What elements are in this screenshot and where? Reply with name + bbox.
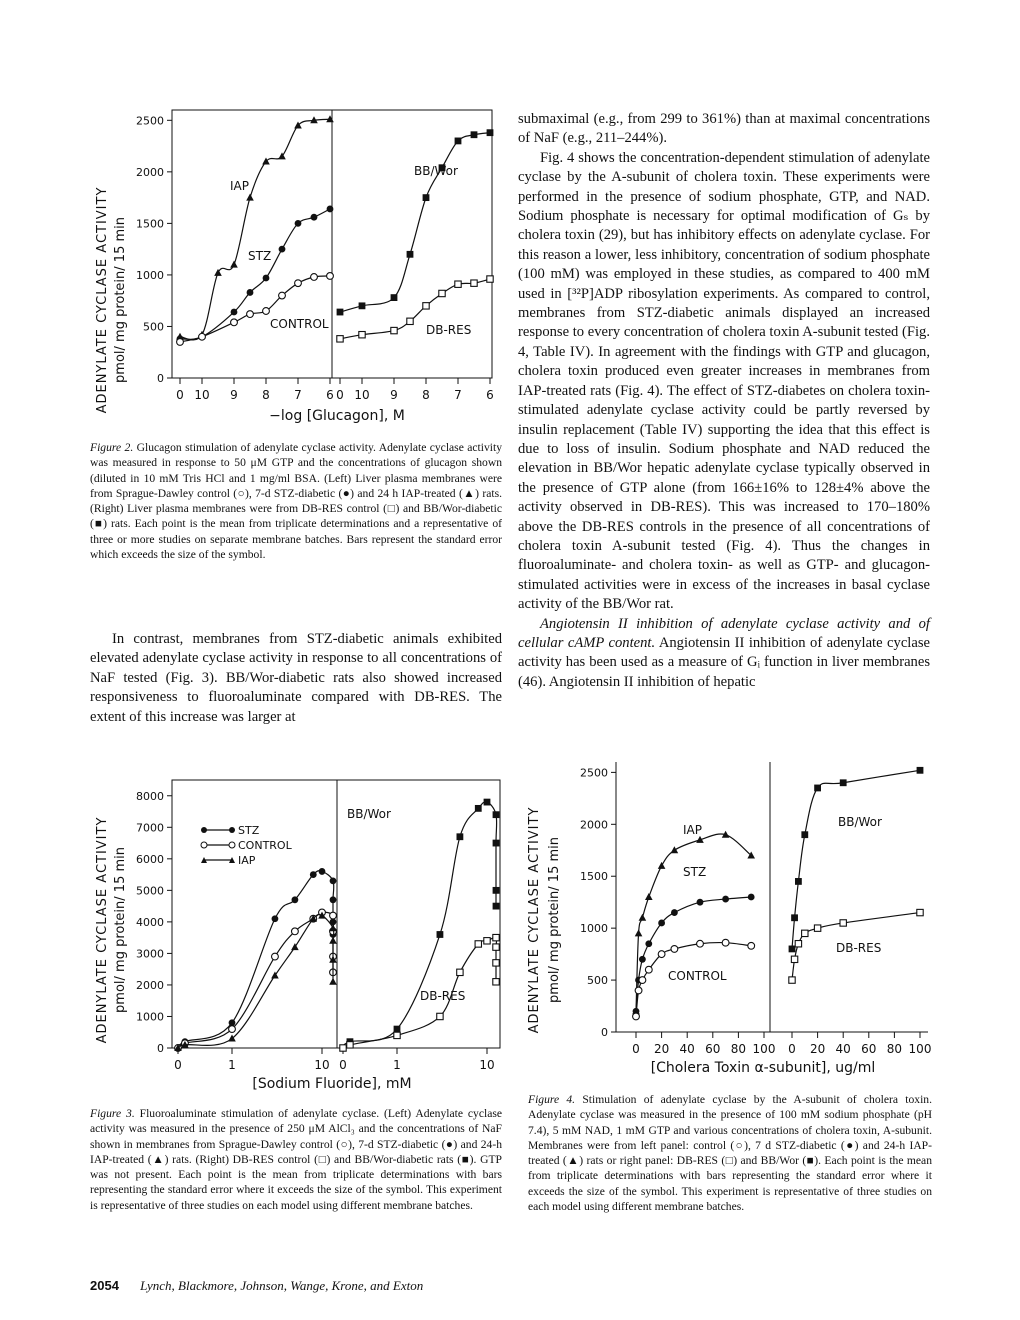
fig3-right-series-point — [457, 969, 463, 975]
fig3-legend-control: CONTROL — [238, 839, 292, 852]
fig4-right-series-point — [802, 930, 808, 936]
fig2-right-series-point — [455, 138, 462, 145]
figure-2-chart — [82, 100, 512, 430]
x-tick-label: 7 — [294, 388, 302, 402]
figure-4-chart — [508, 750, 938, 1085]
y-tick-label: 0 — [157, 372, 164, 385]
right-column-text — [518, 110, 930, 692]
fig3-right-series-point — [493, 887, 500, 894]
fig3-left-series-point — [292, 928, 299, 935]
fig3-left-series-point — [330, 912, 337, 919]
fig3-legend-iap: IAP — [238, 854, 256, 867]
fig3-right-series-point — [493, 811, 500, 818]
fig2-caption-text: Glucagon stimulation of adenylate cyclase activity. Adenylate cyclase activity was measured in response to 50 μM GTP and the concentrations of glucagon shown (diluted in 10 mM Tris HCl and 1 mg/ml BSA. (Left) Liver plasma membranes were from Sprague-Dawley control (○), 7-d STZ-diabetic (●) and 24 h IAP-treated (▲) rats. (Right) Liver plasma membranes were from DB-RES control (□) and BB/Wor-diabetic (■) rats. Each point is the mean from triplicate determinations and a representative of three or more studies on separate membrane batches. Bars represent the standard error which exceeds the size of the symbol. — [90, 441, 503, 562]
fig2-label-dbres: DB-RES — [426, 323, 472, 337]
y-tick-label: 8000 — [136, 789, 164, 803]
fig3-right-series-point — [484, 938, 490, 944]
fig3-left-series-line — [178, 914, 334, 1048]
section-heading: Angiotensin II inhibition of adenylate cyclase activity and of cellular cAMP content. — [518, 615, 930, 651]
y-tick-label: 0 — [157, 1042, 164, 1055]
y-tick-label: 1000 — [136, 268, 164, 282]
fig3-label-dbres: DB-RES — [420, 989, 466, 1003]
fig2-right-series-point — [423, 303, 429, 309]
fig3-left-series-point — [272, 953, 279, 960]
x-tick-label: 20 — [809, 1042, 826, 1056]
fig4-right-series-line — [792, 770, 920, 949]
fig3-caption-text: Fluoroaluminate stimulation of adenylate cyclase. (Left) Adenylate cyclase activity was measured in the presence of 250 μM AlCl₃ and the concentrations of NaF shown in membranes from Sprague-Dawley control (○), 7-d STZ-diabetic (●) and 24-h IAP-treated (▲) rats. (Right) DB-RES control (□) and BB/Wor-diabetic rats (■). GTP was not present. Each point is the mean from triplicate determinations with bars representing the standard error where it exceeds the size of the symbol. This experiment is representative of three studies on each model using different membrane batches. — [90, 1107, 503, 1212]
fig2-left-series-point — [311, 274, 318, 281]
fig4-left-series-point — [671, 846, 679, 853]
fig4-left-series-point — [633, 1013, 640, 1020]
fig2-label-bbwor: BB/Wor — [414, 164, 458, 178]
fig4-label-stz: STZ — [683, 865, 707, 879]
fig2-right-series-point — [359, 302, 366, 309]
fig4-left-series-point — [639, 977, 646, 984]
fig2-right-series-point — [337, 309, 344, 316]
fig3-right-series-point — [475, 805, 482, 812]
fig2-left-series-point — [214, 269, 222, 276]
fig4-left-series-point — [697, 899, 704, 906]
fig4-left-series-point — [635, 987, 642, 994]
fig4-right-series-point — [789, 946, 796, 953]
fig4-right-series-point — [795, 878, 802, 885]
fig2-left-series-point — [246, 194, 254, 201]
x-tick-label: 9 — [230, 388, 238, 402]
fig2-right-series-point — [439, 290, 445, 296]
fig4-right-series-point — [801, 831, 808, 838]
fig2-left-series-line — [180, 119, 330, 340]
x-tick-label: 0 — [336, 388, 344, 402]
x-tick-label: 7 — [454, 388, 462, 402]
fig3-left-series-line — [178, 912, 334, 1048]
fig2-left-series-point — [279, 246, 286, 253]
fig3-right-series-point — [493, 944, 499, 950]
fig3-right-series-line — [343, 802, 497, 1048]
y-tick-label: 2000 — [136, 978, 164, 992]
y-tick-label: 4000 — [136, 915, 164, 929]
fig4-left-series-point — [645, 940, 652, 947]
y-tick-label: 7000 — [136, 821, 164, 835]
fig4-left-series-point — [658, 951, 665, 958]
fig2-left-series-point — [295, 280, 302, 287]
fig4-left-series-point — [748, 894, 755, 901]
fig4-left-series-point — [722, 896, 729, 903]
fig3-right-series-point — [437, 931, 444, 938]
fig2-left-series-point — [263, 275, 270, 282]
fig2-ylabel-1: ADENYLATE CYCLASE ACTIVITY — [95, 186, 110, 414]
page-footer — [90, 1278, 423, 1294]
fig3-right-series-point — [347, 1042, 353, 1048]
fig2-right-series-point — [471, 280, 477, 286]
fig3-right-series-point — [340, 1045, 346, 1051]
fig2-left-series-point — [230, 261, 238, 268]
fig3-right-series-point — [493, 979, 499, 985]
fig2-ylabel-2: pmol/ mg protein/ 15 min — [113, 217, 128, 383]
fig2-left-series-point — [327, 206, 334, 213]
fig4-left-series-point — [639, 914, 647, 921]
x-tick-label: 20 — [653, 1042, 670, 1056]
y-tick-label: 1500 — [136, 217, 164, 231]
fig3-label-bbwor: BB/Wor — [347, 807, 391, 821]
x-tick-label: 60 — [861, 1042, 877, 1056]
fig4-left-series-point — [635, 929, 643, 936]
fig3-left-series-line — [178, 871, 334, 1048]
y-tick-label: 2500 — [136, 114, 164, 128]
fig3-right-series-point — [457, 833, 464, 840]
x-tick-label: 9 — [390, 388, 398, 402]
x-tick-label: 8 — [262, 388, 270, 402]
fig4-left-series-point — [722, 939, 729, 946]
figure-3-caption — [90, 1106, 502, 1213]
fig2-label-stz: STZ — [248, 249, 272, 263]
fig2-left-series-point — [262, 158, 270, 165]
x-tick-label: 10 — [314, 1058, 330, 1072]
fig2-caption-label: Figure 2. — [90, 441, 134, 454]
figure-2-caption — [90, 440, 502, 562]
fig3-right-series-point — [493, 934, 499, 940]
paragraph-text: Angiotensin II inhibition of adenylate cyclase activity has been used as a measure of Gᵢ function in liver membranes (46). Angiotensin II inhibition of hepatic — [518, 634, 930, 690]
y-tick-label: 2000 — [136, 165, 164, 179]
fig3-right-series-point — [493, 903, 500, 910]
fig4-right-series-point — [791, 914, 798, 921]
fig3-legend — [201, 824, 293, 867]
fig4-left-series-line — [636, 897, 751, 1011]
y-tick-label: 3000 — [136, 947, 164, 961]
x-tick-label: 1 — [228, 1058, 236, 1072]
x-tick-label: 0 — [174, 1058, 182, 1072]
fig2-right-series-point — [407, 251, 414, 258]
fig3-left-series-point — [330, 877, 337, 884]
fig2-right-series-point — [455, 281, 461, 287]
paragraph: Fig. 4 shows the concentration-dependent stimulation of adenylate cyclase by the A-subunit of cholera toxin. These experiments were performed in the presence of sodium phosphate, GTP, and NAD. Sodium phosphate is necessary for optimal modification of Gₛ by cholera toxin (29), but has inhibitory effects on adenylate cyclase. For this reason a lower, less inhibitory, concentration of sodium phosphate (100 mM) was employed in these studies, as compared to 400 mM used in [³²P]ADP ribosylation experiments. As compared to control, membranes from STZ-diabetic animals displayed an increased response to every concentration of cholera toxin A-subunit tested (Fig. 4, Table IV). In agreement with the findings with GTP and glucagon, cholera toxin produced even greater increases in membranes from IAP-treated rats (Fig. 4). The effect of STZ-diabetes on cholera toxin-stimulated adenylate cyclase activity could be partly reversed by insulin replacement (Table IV) supporting the idea that this effect is due to loss of insulin. Sodium phosphate and NAD reduced the elevation in BB/Wor hepatic adenylate cyclase typically observed in the presence of GTP alone (from 166±16% to 128±4% above the activity observed in DB-RES). This was increased to 170–180% above the DB-RES controls in the presence of all concentrations of cholera toxin A-subunit tested (Fig. 4). Thus the changes in fluoroaluminate- and cholera toxin- as well as GTP- and glucagon-stimulated activities were in excess of the increases in basal cyclase activity of the BB/Wor rat. — [518, 149, 930, 613]
fig3-right-series-point — [484, 799, 491, 806]
fig4-right-series-point — [791, 956, 797, 962]
fig4-caption-label: Figure 4. — [528, 1093, 576, 1106]
figure-3-chart — [82, 770, 512, 1100]
fig2-right-series-point — [391, 327, 397, 333]
y-tick-label: 5000 — [136, 884, 164, 898]
fig4-left-series-point — [697, 940, 704, 947]
fig3-right-series-point — [437, 1013, 443, 1019]
fig2-right-series-line — [340, 133, 490, 312]
y-tick-label: 0 — [601, 1026, 608, 1039]
x-tick-label: 0 — [788, 1042, 796, 1056]
fig4-label-iap: IAP — [683, 823, 702, 837]
fig3-left-series-point — [329, 924, 337, 931]
y-tick-label: 1500 — [580, 870, 608, 884]
fig4-right-series-point — [795, 941, 801, 947]
fig4-xlabel: [Cholera Toxin α-subunit], ug/ml — [650, 1060, 876, 1076]
fig4-right-series-point — [840, 920, 846, 926]
fig2-label-control: CONTROL — [270, 317, 329, 331]
fig2-left-series-point — [199, 333, 206, 340]
fig4-right-series-point — [917, 767, 924, 774]
fig3-ylabel-1: ADENYLATE CYCLASE ACTIVITY — [95, 816, 110, 1044]
fig4-label-bbwor: BB/Wor — [838, 815, 882, 829]
x-tick-label: 0 — [339, 1058, 347, 1072]
fig4-left-series-point — [671, 946, 678, 953]
fig2-xlabel: −log [Glucagon], M — [269, 408, 405, 424]
x-tick-label: 40 — [679, 1042, 695, 1056]
x-tick-label: 6 — [326, 388, 334, 402]
fig2-left-series-point — [231, 309, 238, 316]
fig3-left-series-point — [272, 915, 279, 922]
fig2-label-iap: IAP — [230, 179, 249, 193]
fig3-xlabel: [Sodium Fluoride], mM — [252, 1076, 412, 1092]
fig2-left-series-point — [279, 292, 286, 299]
fig3-left-series-point — [291, 943, 299, 950]
page-number: 2054 — [90, 1278, 119, 1293]
x-tick-label: 100 — [908, 1042, 932, 1056]
fig2-right-series-point — [407, 318, 413, 324]
running-authors: Lynch, Blackmore, Johnson, Wange, Krone, and Exton — [140, 1278, 424, 1293]
fig3-left-series-point — [292, 896, 299, 903]
fig4-label-dbres: DB-RES — [836, 941, 882, 955]
fig4-label-control: CONTROL — [668, 969, 727, 983]
x-tick-label: 0 — [176, 388, 184, 402]
fig2-left-series-point — [295, 220, 302, 227]
y-tick-label: 500 — [587, 974, 608, 988]
fig2-left-series-point — [177, 339, 184, 346]
x-tick-label: 100 — [752, 1042, 776, 1056]
x-tick-label: 10 — [479, 1058, 495, 1072]
fig4-left-series-point — [658, 862, 666, 869]
fig4-ylabel-1: ADENYLATE CYCLASE ACTIVITY — [527, 806, 542, 1034]
fig2-right-series-point — [337, 336, 343, 342]
fig3-right-series-point — [475, 941, 481, 947]
paragraph — [518, 615, 930, 693]
left-column-text — [90, 630, 502, 727]
fig2-right-series-point — [487, 276, 493, 282]
fig3-caption-label: Figure 3. — [90, 1107, 135, 1120]
fig4-right-series-point — [840, 779, 847, 786]
fig3-right-series-point — [493, 840, 500, 847]
fig4-left-series-point — [645, 966, 652, 973]
fig4-caption-text: Stimulation of adenylate cyclase by the A-subunit of cholera toxin. Adenylate cyclase was measured in the presence of 100 mM sodium phosphate (pH 7.4), 5 mM NAD, 1 mM GTP and various concentrations of cholera toxin, A-subunit. Membranes were from left panel: control (○), 7 d STZ-diabetic (●) and 24-h IAP-treated (▲) rats or right panel: DB-RES (□) and BB/Wor (■). Each point is the mean from triplicate determinations with bars representing the standard error where it exceeds the size of the symbol. This experiment is representative of three studies on each model using different membrane batches. — [528, 1093, 932, 1214]
x-tick-label: 60 — [705, 1042, 721, 1056]
fig4-right-series-point — [917, 909, 923, 915]
fig2-right-series-point — [487, 129, 494, 136]
fig3-left-series-point — [310, 871, 317, 878]
fig4-right-series-point — [814, 785, 821, 792]
fig3-left-series-point — [319, 868, 326, 875]
y-tick-label: 1000 — [580, 922, 608, 936]
x-tick-label: 40 — [835, 1042, 851, 1056]
x-tick-label: 0 — [632, 1042, 640, 1056]
x-tick-label: 80 — [730, 1042, 747, 1056]
fig4-left-series-point — [645, 893, 653, 900]
fig4-left-series-point — [671, 909, 678, 916]
fig4-ylabel-2: pmol/ mg protein/ 15 min — [547, 837, 562, 1003]
y-tick-label: 2500 — [580, 766, 608, 780]
fig4-left-series-point — [658, 920, 665, 927]
x-tick-label: 10 — [354, 388, 370, 402]
fig3-right-series-point — [394, 1026, 401, 1033]
fig4-right-series-point — [789, 977, 795, 983]
x-tick-label: 1 — [393, 1058, 401, 1072]
x-tick-label: 10 — [194, 388, 210, 402]
fig3-left-series-point — [329, 937, 337, 944]
fig3-ylabel-2: pmol/ mg protein/ 15 min — [113, 847, 128, 1013]
x-tick-label: 6 — [486, 388, 494, 402]
paragraph: In contrast, membranes from STZ-diabetic animals exhibited elevated adenylate cyclase activity in response to all concentrations of NaF tested (Fig. 3). BB/Wor-diabetic rats also showed increased responsiveness to fluoroaluminate compared with DB-RES. The extent of this increase was larger at — [90, 631, 502, 725]
figure-4-caption — [528, 1092, 932, 1214]
fig2-left-series-point — [247, 311, 254, 318]
paragraph: submaximal (e.g., from 299 to 361%) than at maximal concentrations of NaF (e.g., 211–244%). — [518, 111, 930, 147]
fig3-right-series-point — [493, 960, 499, 966]
y-tick-label: 500 — [143, 320, 164, 334]
fig2-left-series-point — [263, 308, 270, 315]
fig4-left-series-point — [639, 956, 646, 963]
fig2-right-series-point — [471, 131, 478, 138]
fig3-left-series-point — [229, 1026, 236, 1033]
fig2-left-series-point — [327, 273, 334, 280]
fig3-legend-stz: STZ — [238, 824, 260, 837]
fig2-left-series-point — [231, 319, 238, 326]
fig4-right-series-point — [814, 925, 820, 931]
fig2-right-series-point — [391, 294, 398, 301]
fig2-left-series-point — [311, 214, 318, 221]
fig2-left-series-point — [247, 289, 254, 296]
y-tick-label: 6000 — [136, 852, 164, 866]
x-tick-label: 8 — [422, 388, 430, 402]
fig4-left-series-line — [636, 834, 751, 1011]
x-tick-label: 80 — [886, 1042, 903, 1056]
y-tick-label: 1000 — [136, 1010, 164, 1024]
fig3-left-series-point — [329, 978, 337, 985]
y-tick-label: 2000 — [580, 818, 608, 832]
fig3-right-series-point — [394, 1032, 400, 1038]
fig3-left-series-point — [330, 896, 337, 903]
fig4-left-series-point — [748, 942, 755, 949]
fig2-right-series-point — [359, 332, 365, 338]
fig2-right-series-point — [423, 194, 430, 201]
